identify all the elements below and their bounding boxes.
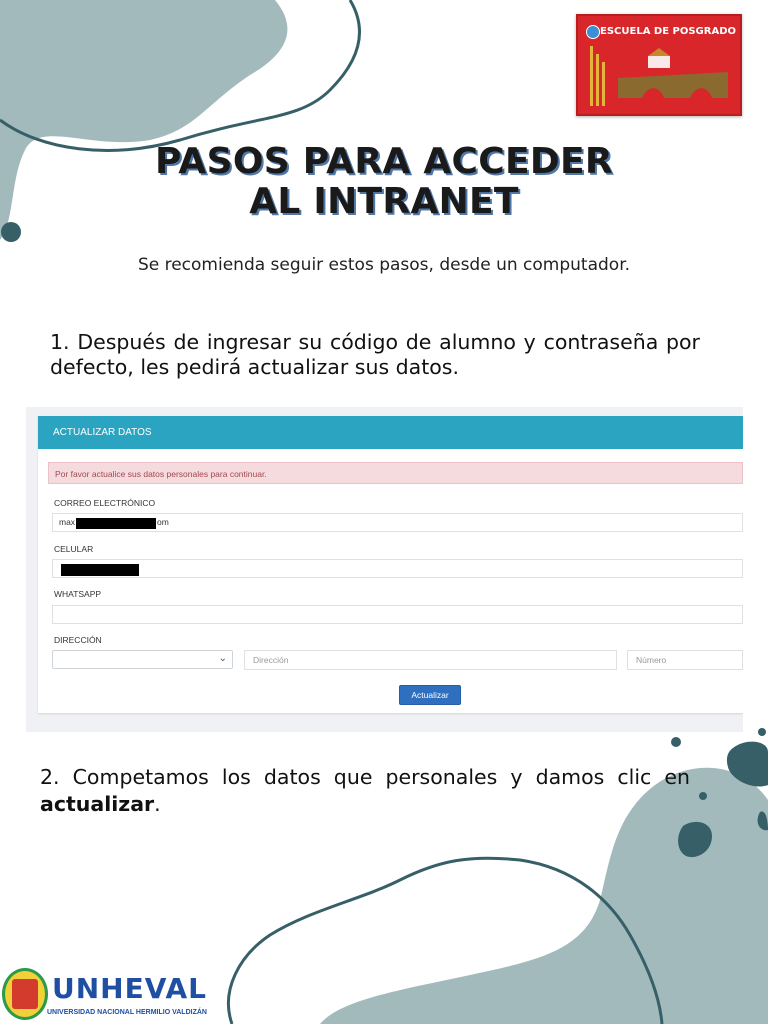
whatsapp-label: WHATSAPP xyxy=(54,589,102,599)
email-suffix: om xyxy=(157,517,169,527)
address-label: DIRECCIÓN xyxy=(54,635,102,645)
title-line-1: PASOS PARA ACCEDER xyxy=(155,141,613,182)
phone-field[interactable] xyxy=(52,559,743,578)
decor-dot-1 xyxy=(671,737,681,747)
step-1-text: 1. Después de ingresar su código de alumno y contraseña por defecto, les pedirá actualizar sus datos. xyxy=(50,330,700,379)
unheval-seal xyxy=(2,968,48,1020)
posgrado-logo-text: ESCUELA DE POSGRADO xyxy=(600,26,737,37)
step-2-text xyxy=(40,764,690,818)
step-2-bold: actualizar xyxy=(40,792,155,816)
unheval-name: UNHEVAL xyxy=(52,972,208,1005)
step-2-main: 2. Competamos los datos que personales y damos clic en xyxy=(40,765,690,789)
update-data-panel xyxy=(38,416,743,713)
address-type-select[interactable] xyxy=(52,650,233,669)
posgrado-logo xyxy=(576,14,742,116)
phone-label: CELULAR xyxy=(54,544,94,554)
step-2-end: . xyxy=(154,792,161,816)
title-line-2: AL INTRANET xyxy=(249,181,519,222)
whatsapp-field[interactable] xyxy=(52,605,743,624)
decor-dot-2 xyxy=(758,728,766,736)
email-redaction xyxy=(76,518,156,529)
chevron-down-icon: ⌄ xyxy=(218,653,227,664)
unheval-subtitle: UNIVERSIDAD NACIONAL HERMILIO VALDIZÁN xyxy=(47,1009,207,1016)
email-field[interactable] xyxy=(52,513,743,532)
form-screenshot xyxy=(26,407,743,732)
phone-redaction xyxy=(61,564,139,576)
panel-header: ACTUALIZAR DATOS xyxy=(38,416,743,449)
update-button[interactable]: Actualizar xyxy=(399,685,461,705)
address-input[interactable]: Dirección xyxy=(244,650,617,670)
email-label: CORREO ELECTRÓNICO xyxy=(54,498,156,508)
alert-message: Por favor actualice sus datos personales para continuar. xyxy=(48,462,743,484)
email-prefix: max xyxy=(59,517,76,527)
subtitle: Se recomienda seguir estos pasos, desde un computador. xyxy=(137,255,631,275)
decor-dot-3 xyxy=(699,792,707,800)
bridge-illustration xyxy=(578,16,740,114)
number-input[interactable]: Número xyxy=(627,650,743,670)
page-title xyxy=(0,142,768,222)
top-left-dot xyxy=(1,222,21,242)
